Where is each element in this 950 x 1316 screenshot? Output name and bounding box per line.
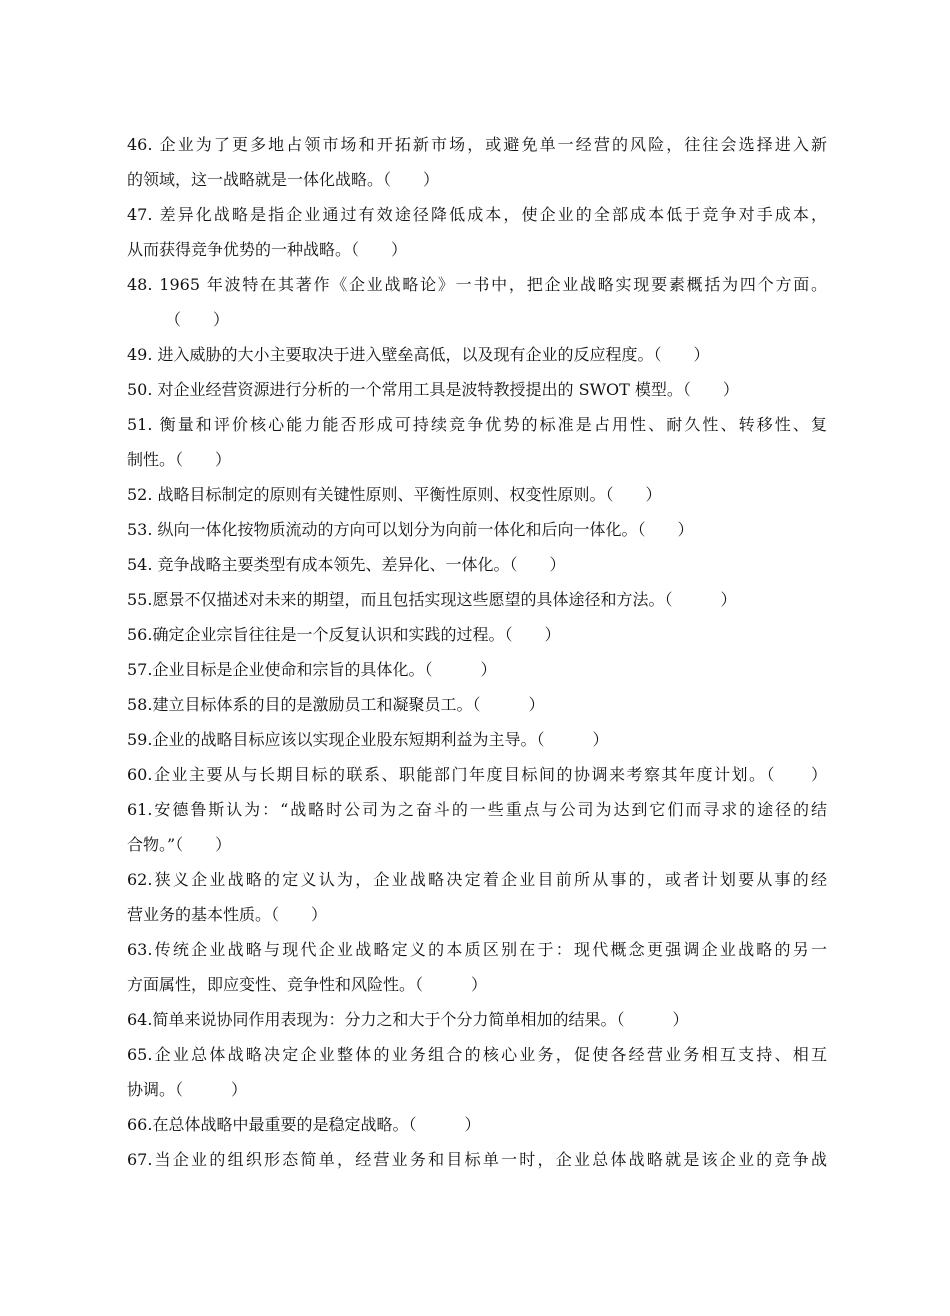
q67-line-1: 67.当企业的组织形态简单，经营业务和目标单一时，企业总体战略就是该企业的竞争战 (127, 1150, 827, 1169)
q61-line-2: 合物。”（ ） (127, 835, 232, 854)
q60-line: 60.企业主要从与长期目标的联系、职能部门年度目标间的协调来考察其年度计划。（ ） (127, 765, 827, 784)
q65-line-1: 65.企业总体战略决定企业整体的业务组合的核心业务，促使各经营业务相互支持、相互 (127, 1045, 827, 1064)
q58-line: 58.建立目标体系的目的是激励员工和凝聚员工。（ ） (127, 695, 545, 714)
q55-line: 55.愿景不仅描述对未来的期望，而且包括实现这些愿望的具体途径和方法。（ ） (127, 590, 737, 609)
q62-line-2: 营业务的基本性质。（ ） (127, 905, 328, 924)
q51-line-1: 51. 衡量和评价核心能力能否形成可持续竞争优势的标准是占用性、耐久性、转移性、复 (127, 415, 827, 434)
question-list (127, 127, 827, 1177)
q57-line: 57.企业目标是企业使命和宗旨的具体化。（ ） (127, 660, 497, 679)
q63-line-1: 63.传统企业战略与现代企业战略定义的本质区别在于：现代概念更强调企业战略的另一 (127, 940, 827, 959)
q46-line-1: 46. 企业为了更多地占领市场和开拓新市场，或避免单一经营的风险，往往会选择进入新 (127, 135, 827, 154)
q46-line-2: 的领域，这一战略就是一体化战略。（ ） (127, 170, 440, 189)
q47-line-1: 47. 差异化战略是指企业通过有效途径降低成本，使企业的全部成本低于竞争对手成本， (127, 205, 827, 224)
q49-line: 49. 进入威胁的大小主要取决于进入壁垒高低，以及现有企业的反应程度。（ ） (127, 345, 710, 364)
q62-line-1: 62.狭义企业战略的定义认为，企业战略决定着企业目前所从事的，或者计划要从事的经 (127, 870, 827, 889)
q48-line-2: （ ） (165, 310, 230, 329)
q53-line: 53. 纵向一体化按物质流动的方向可以划分为向前一体化和后向一体化。（ ） (127, 520, 694, 539)
q47-line-2: 从而获得竞争优势的一种战略。（ ） (127, 240, 408, 259)
q52-line: 52. 战略目标制定的原则有关键性原则、平衡性原则、权变性原则。（ ） (127, 485, 662, 504)
q51-line-2: 制性。（ ） (127, 450, 232, 469)
q59-line: 59.企业的战略目标应该以实现企业股东短期利益为主导。（ ） (127, 730, 609, 749)
q61-line-1: 61.安德鲁斯认为：“战略时公司为之奋斗的一些重点与公司为达到它们而寻求的途径的结 (127, 800, 827, 819)
q50-line: 50. 对企业经营资源进行分析的一个常用工具是波特教授提出的 SWOT 模型。（ ） (127, 380, 739, 399)
q64-line: 64.简单来说协同作用表现为：分力之和大于个分力简单相加的结果。（ ） (127, 1010, 689, 1029)
q54-line: 54. 竞争战略主要类型有成本领先、差异化、一体化。（ ） (127, 555, 566, 574)
q48-line-1: 48. 1965 年波特在其著作《企业战略论》一书中，把企业战略实现要素概括为四个方面。 (127, 275, 827, 294)
q56-line: 56.确定企业宗旨往往是一个反复认识和实践的过程。（ ） (127, 625, 561, 644)
q66-line: 66.在总体战略中最重要的是稳定战略。（ ） (127, 1115, 481, 1134)
q65-line-2: 协调。（ ） (127, 1080, 248, 1099)
q63-line-2: 方面属性，即应变性、竞争性和风险性。（ ） (127, 975, 488, 994)
